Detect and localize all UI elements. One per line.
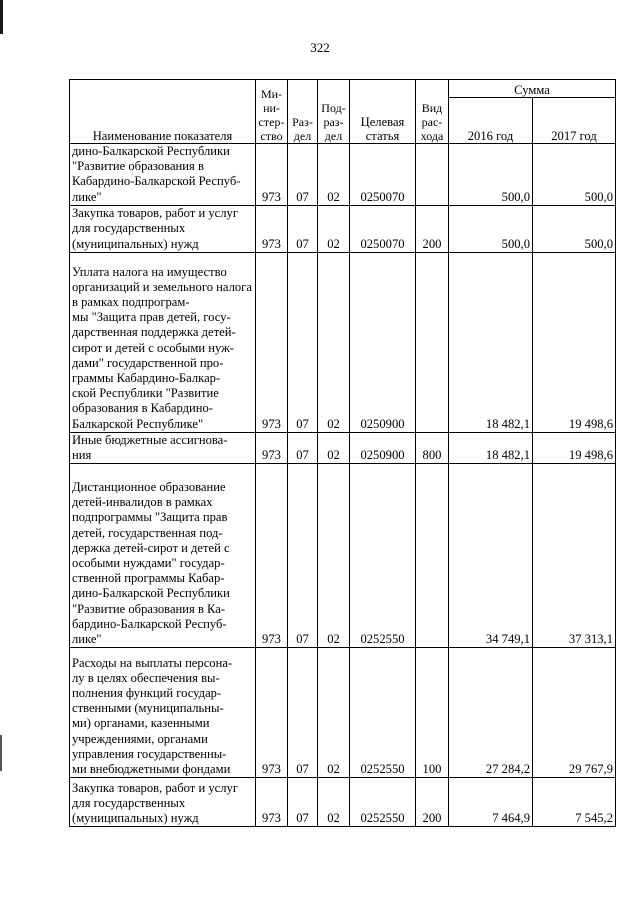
header-year-2017: 2017 год xyxy=(533,98,616,144)
row-subsection: 02 xyxy=(318,144,350,206)
row-section: 07 xyxy=(288,778,318,827)
table-row xyxy=(70,648,616,778)
row-subsection: 02 xyxy=(318,778,350,827)
row-ministry: 973 xyxy=(256,778,288,827)
row-subsection: 02 xyxy=(318,205,350,252)
header-section: Раз- дел xyxy=(288,80,318,144)
row-ministry: 973 xyxy=(256,144,288,206)
row-amount-2017: 19 498,6 xyxy=(533,252,616,432)
row-name: Уплата налога на имущество организаций и земельного налога в рамках подпрограм- мы "Защита прав детей, госу- дарственная поддержка детей- сирот и детей с особыми нуж- дами" государственной про- граммы Кабардино-Балкар- ской Республики "Развитие образования в Кабардино- Балкарской Республике" xyxy=(70,252,256,432)
row-amount-2016: 7 464,9 xyxy=(449,778,533,827)
row-target: 0252550 xyxy=(350,464,416,648)
row-amount-2017: 29 767,9 xyxy=(533,648,616,778)
header-name: Наименование показателя xyxy=(70,80,256,144)
row-section: 07 xyxy=(288,205,318,252)
table-row xyxy=(70,464,616,648)
header-subsection: Под- раз- дел xyxy=(318,80,350,144)
header-year-2016: 2016 год xyxy=(449,98,533,144)
row-expense-type: 100 xyxy=(416,648,449,778)
row-amount-2016: 500,0 xyxy=(449,144,533,206)
row-ministry: 973 xyxy=(256,432,288,463)
row-ministry: 973 xyxy=(256,252,288,432)
row-target: 0252550 xyxy=(350,778,416,827)
row-subsection: 02 xyxy=(318,432,350,463)
row-section: 07 xyxy=(288,464,318,648)
row-ministry: 973 xyxy=(256,464,288,648)
row-amount-2017: 37 313,1 xyxy=(533,464,616,648)
page-number: 322 xyxy=(310,40,330,55)
row-subsection: 02 xyxy=(318,648,350,778)
row-amount-2016: 34 749,1 xyxy=(449,464,533,648)
header-expense-type: Вид рас- хода xyxy=(416,80,449,144)
row-amount-2016: 18 482,1 xyxy=(449,432,533,463)
row-amount-2017: 500,0 xyxy=(533,144,616,206)
row-section: 07 xyxy=(288,144,318,206)
row-subsection: 02 xyxy=(318,252,350,432)
row-section: 07 xyxy=(288,432,318,463)
table-row xyxy=(70,252,616,432)
row-expense-type xyxy=(416,252,449,432)
row-ministry: 973 xyxy=(256,648,288,778)
row-section: 07 xyxy=(288,648,318,778)
scan-edge-mark xyxy=(0,735,2,771)
row-target: 0252550 xyxy=(350,648,416,778)
row-name: Дистанционное образование детей-инвалидов в рамках подпрограммы "Защита прав детей, государственная под- держка детей-сирот и детей с особыми нуждами" государ- ственной программы Кабар- дино-Балкарской Республики "Развитие образования в Ка- бардино-Балкарской Респуб- лике" xyxy=(70,464,256,648)
row-name: дино-Балкарской Республики "Развитие образования в Кабардино-Балкарской Респуб- лике" xyxy=(70,144,256,206)
row-subsection: 02 xyxy=(318,464,350,648)
row-amount-2017: 19 498,6 xyxy=(533,432,616,463)
row-amount-2017: 7 545,2 xyxy=(533,778,616,827)
row-target: 0250900 xyxy=(350,252,416,432)
row-name: Расходы на выплаты персона- лу в целях обеспечения вы- полнения функций государ- ственными (муниципальны- ми) органами, казенными учреждениями, органами управления государственны- ми внебюджетными фондами xyxy=(70,648,256,778)
row-section: 07 xyxy=(288,252,318,432)
row-target: 0250070 xyxy=(350,205,416,252)
table-row xyxy=(70,778,616,827)
table-row xyxy=(70,205,616,252)
table-row xyxy=(70,432,616,463)
row-amount-2016: 500,0 xyxy=(449,205,533,252)
row-expense-type xyxy=(416,144,449,206)
header-target: Целевая статья xyxy=(350,80,416,144)
row-expense-type: 200 xyxy=(416,778,449,827)
budget-table xyxy=(69,79,616,827)
row-target: 0250070 xyxy=(350,144,416,206)
row-amount-2016: 27 284,2 xyxy=(449,648,533,778)
row-target: 0250900 xyxy=(350,432,416,463)
row-expense-type: 200 xyxy=(416,205,449,252)
row-amount-2017: 500,0 xyxy=(533,205,616,252)
row-expense-type xyxy=(416,464,449,648)
row-expense-type: 800 xyxy=(416,432,449,463)
row-name: Закупка товаров, работ и услуг для государственных (муниципальных) нужд xyxy=(70,205,256,252)
header-sum: Сумма xyxy=(449,80,616,98)
scan-edge-mark xyxy=(0,0,3,34)
row-name: Иные бюджетные ассигнова- ния xyxy=(70,432,256,463)
row-amount-2016: 18 482,1 xyxy=(449,252,533,432)
row-name: Закупка товаров, работ и услуг для государственных (муниципальных) нужд xyxy=(70,778,256,827)
row-ministry: 973 xyxy=(256,205,288,252)
table-row xyxy=(70,144,616,206)
header-ministry: Ми- ни- стер- ство xyxy=(256,80,288,144)
